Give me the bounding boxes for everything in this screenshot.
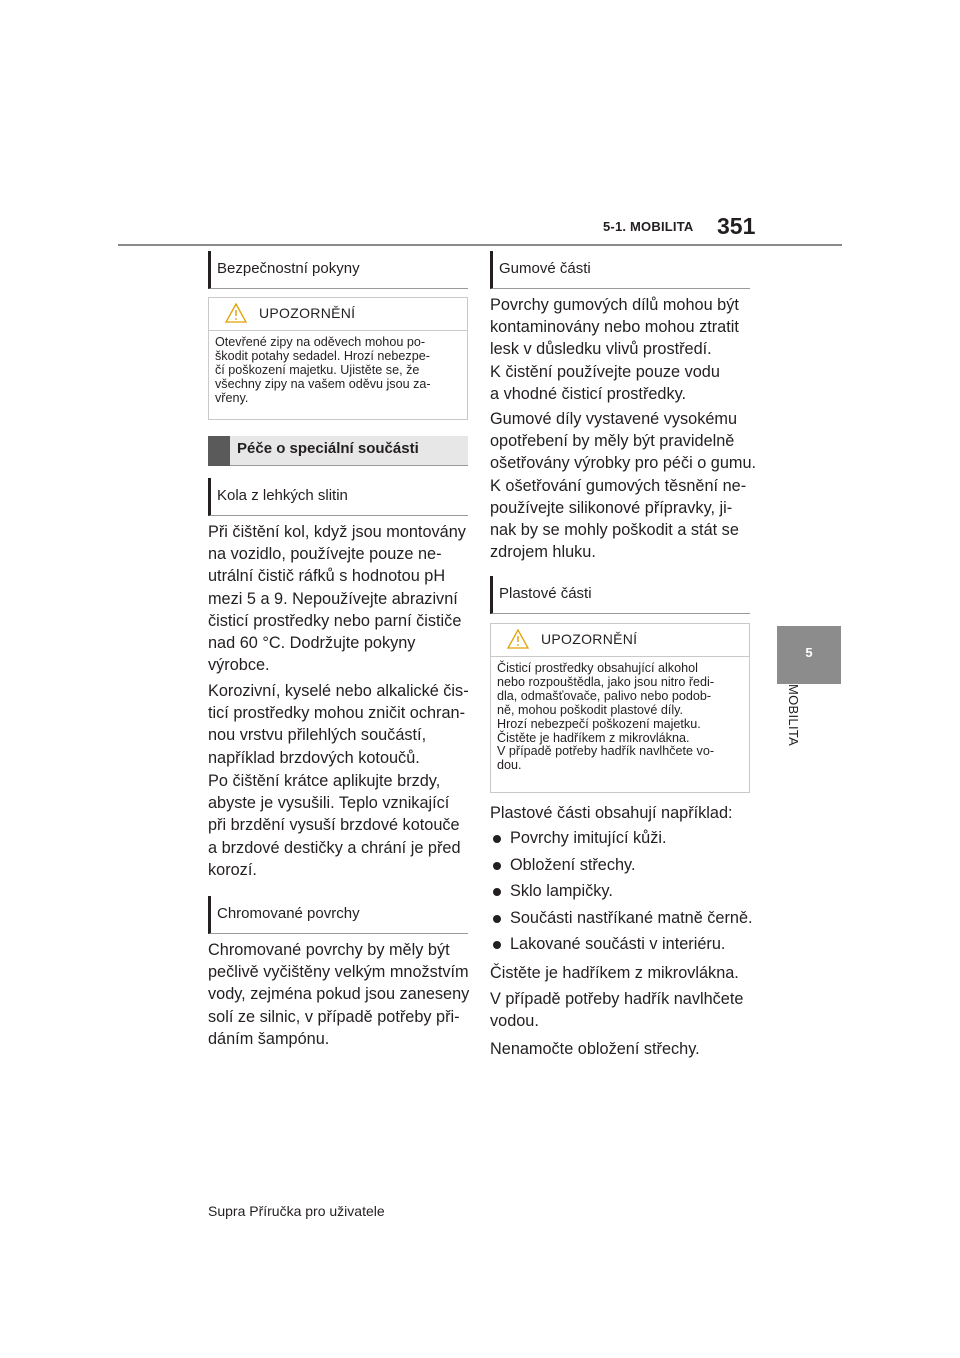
- page-number: 351: [717, 213, 756, 239]
- category-heading-text: Péče o speciální součásti: [237, 440, 419, 457]
- text-line: na vozidlo, používejte pouze ne-: [208, 545, 442, 564]
- text-line: zdrojem hluku.: [490, 543, 596, 562]
- rubber-paragraph-2: [490, 408, 760, 563]
- text-line: V případě potřeby hadřík navlhčete: [490, 990, 744, 1008]
- text-line: Při čištění kol, když jsou montovány: [208, 523, 466, 541]
- warning-text: [209, 331, 467, 412]
- plastic-paragraph-2: [490, 988, 760, 1032]
- text-line: ticí prostředky mohou zničit ochran-: [208, 704, 465, 723]
- text-line: Gumové díly vystavené vysokému: [490, 410, 738, 428]
- category-heading: [208, 436, 468, 466]
- section-title: 5-1. MOBILITA: [603, 219, 694, 234]
- list-item: Součásti nastříkané matně černě.: [490, 909, 753, 936]
- warning-line: dou.: [497, 758, 522, 773]
- warning-line: vřeny.: [215, 390, 249, 405]
- text-line: Chromované povrchy by měly být: [208, 941, 450, 959]
- text-line: pečlivě vyčištěny velkým množstvím: [208, 963, 469, 982]
- text-line: Plastové části obsahují například:: [490, 804, 733, 822]
- plastic-list: [490, 829, 753, 962]
- footer-manual-title: Supra Příručka pro uživatele: [208, 1203, 385, 1219]
- text-line: Nenamočte obložení střechy.: [490, 1040, 700, 1058]
- plastic-paragraph-3: [490, 1038, 760, 1060]
- text-line: a brzdové destičky a chrání je před: [208, 838, 461, 857]
- wheels-paragraph-3: [208, 770, 478, 881]
- text-line: čisticí prostředky nebo parní čističe: [208, 611, 462, 630]
- text-line: utrální čistič ráfků s hodnotou pH: [208, 567, 446, 586]
- list-item: Sklo lampičky.: [490, 882, 753, 909]
- text-line: K čistění používejte pouze vodu: [490, 362, 720, 381]
- text-line: mezi 5 a 9. Nepoužívejte abrazivní: [208, 589, 458, 608]
- wheels-paragraph-1: [208, 521, 478, 676]
- rubber-heading: Gumové části: [490, 251, 750, 289]
- warning-title: UPOZORNĚNÍ: [259, 305, 356, 321]
- text-line: korozí.: [208, 860, 257, 879]
- warning-title: UPOZORNĚNÍ: [541, 631, 638, 647]
- text-line: abyste je vysušili. Teplo vznikající: [208, 794, 450, 813]
- category-marker: [208, 436, 230, 466]
- warning-line: čí poškození majetku. Ujistěte se, že: [215, 362, 420, 377]
- text-line: při brzdění vysuší brzdové kotouče: [208, 816, 460, 835]
- header-divider: [118, 244, 842, 246]
- text-line: výrobce.: [208, 656, 270, 675]
- text-line: Po čištění krátce aplikujte brzdy,: [208, 772, 441, 790]
- chrome-paragraph: [208, 939, 478, 1050]
- text-line: a vhodné čisticí prostředky.: [490, 384, 687, 403]
- list-item: Lakované součásti v interiéru.: [490, 935, 753, 962]
- wheels-paragraph-2: [208, 680, 478, 769]
- chapter-tab[interactable]: 5: [777, 626, 841, 684]
- chrome-heading: Chromované povrchy: [208, 896, 468, 934]
- warning-line: Čisticí prostředky obsahující alkohol: [497, 661, 698, 675]
- warning-line: nebo rozpouštědla, jako jsou nitro ředi-: [497, 674, 715, 689]
- plastic-intro: [490, 802, 760, 824]
- warning-line: Čistěte je hadříkem z mikrovlákna.: [497, 730, 690, 745]
- safety-heading: Bezpečnostní pokyny: [208, 251, 468, 289]
- text-line: Korozivní, kyselé nebo alkalické čis-: [208, 682, 469, 700]
- list-item: Obložení střechy.: [490, 856, 753, 883]
- rubber-paragraph-1: [490, 294, 760, 405]
- text-line: solí ze silnic, v případě potřeby při-: [208, 1007, 460, 1026]
- warning-line: škodit potahy sedadel. Hrozí nebezpe-: [215, 348, 430, 363]
- plastic-paragraph-1: [490, 962, 760, 984]
- warning-text: [491, 657, 749, 779]
- warning-line: všechny zipy na vašem oděvu jsou za-: [215, 376, 431, 391]
- text-line: nak by se mohly poškodit a stát se: [490, 521, 739, 540]
- warning-box-zippers: [208, 297, 468, 420]
- text-line: vodou.: [490, 1012, 539, 1031]
- warning-triangle-icon: [507, 629, 529, 649]
- warning-line: V případě potřeby hadřík navlhčete vo-: [497, 744, 715, 759]
- text-line: ošetřovány výrobky pro péči o gumu.: [490, 454, 757, 473]
- warning-line: Hrozí nebezpečí poškození majetku.: [497, 716, 701, 731]
- text-line: používejte silikonové přípravky, ji-: [490, 498, 733, 517]
- text-line: dáním šampónu.: [208, 1029, 330, 1048]
- text-line: lesk v důsledku vlivů prostředí.: [490, 340, 712, 359]
- chapter-side-label-text: MOBILITA: [786, 684, 801, 747]
- text-line: Čistěte je hadříkem z mikrovlákna.: [490, 964, 739, 982]
- text-line: například brzdových kotoučů.: [208, 748, 420, 767]
- text-line: nou vrstvu přilehlých součástí,: [208, 726, 427, 745]
- text-line: nad 60 °C. Dodržujte pokyny: [208, 634, 416, 653]
- chapter-side-label: [781, 684, 809, 774]
- text-line: kontaminovány nebo mohou ztratit: [490, 318, 739, 337]
- warning-line: ně, mohou poškodit plastové díly.: [497, 702, 683, 717]
- list-item: Povrchy imitující kůži.: [490, 829, 753, 856]
- text-line: Povrchy gumových dílů mohou být: [490, 296, 739, 314]
- plastic-heading: Plastové části: [490, 576, 750, 614]
- text-line: K ošetřování gumových těsnění ne-: [490, 476, 747, 495]
- warning-box-plastic: [490, 623, 750, 793]
- warning-line: Otevřené zipy na oděvech mohou po-: [215, 335, 426, 349]
- text-line: vody, zejména pokud jsou zaneseny: [208, 985, 470, 1004]
- wheels-heading: Kola z lehkých slitin: [208, 478, 468, 516]
- text-line: opotřebení by měly být pravidelně: [490, 432, 735, 451]
- warning-line: dla, odmašťovače, palivo nebo podob-: [497, 688, 712, 703]
- warning-triangle-icon: [225, 303, 247, 323]
